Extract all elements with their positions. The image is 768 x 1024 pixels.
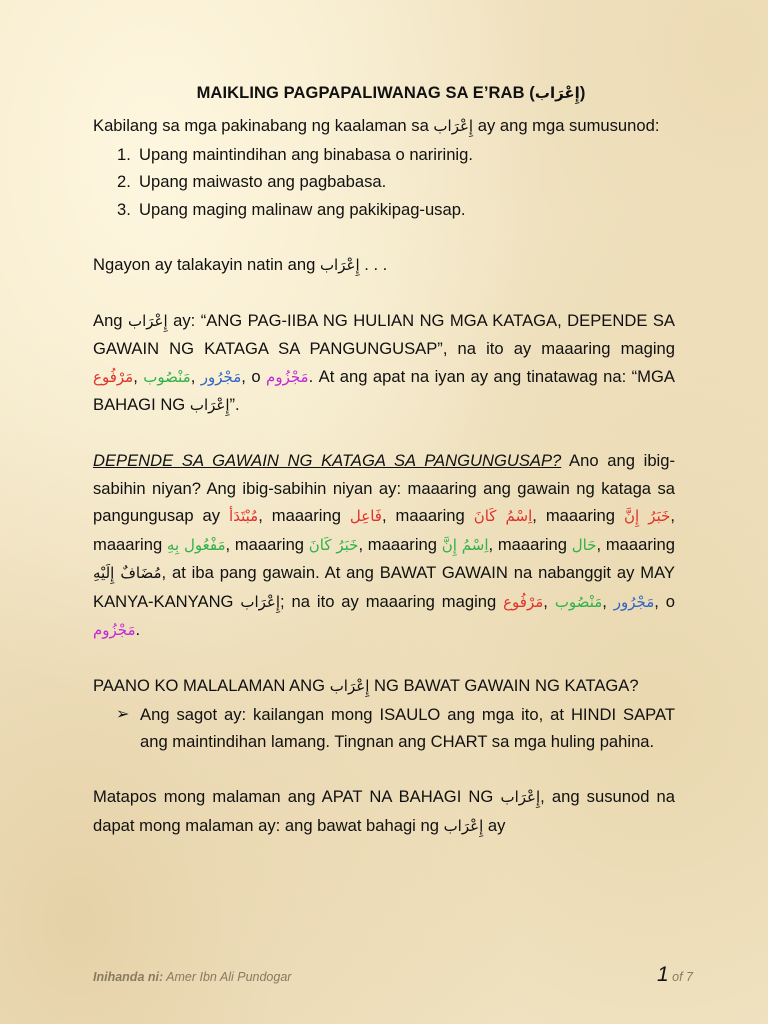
footer-author: Inihanda ni: Amer Ibn Ali Pundogar [93, 970, 292, 984]
irab-term: إِعْرَاب [127, 311, 168, 330]
majrur-term: مَجْرُور [200, 367, 242, 386]
page-title [107, 84, 675, 103]
lead-question: DEPENDE SA GAWAIN NG KATAGA SA PANGUNGUSAP? [93, 451, 562, 470]
mudaf-ilayh-term: مُضَافٌ إِلَيْهِ [93, 564, 162, 582]
arrow-bullet-icon: ➢ [116, 705, 130, 723]
mansub-term: مَنْصُوب [554, 592, 603, 611]
explanation-paragraph: DEPENDE SA GAWAIN NG KATAGA SA PANGUNGUSAP? Ano ang ibig-sabihin niyan? Ang ibig-sabihin niyan ay: maaaring ang gawain ng kataga sa pangungusap ay مُبْتَدَأ, maaaring فَاعِل, maaaring اِسْمُ كَانَ, maaaring خَبَرُ إِنَّ, maaaring مَفْعُول بِهِ, maaaring خَبَرُ كَانَ, maaaring اِسْمُ إِنَّ, maaaring حَال, maaaring مُضَافٌ إِلَيْهِ, at iba pang gawain. At ang BAWAT GAWAIN na nabanggit ay MAY KANYA-KANYANG إِعْرَاب; na ito ay maaaring maging مَرْفُوع, مَنْصُوب, مَجْرُور, o مَجْزُوم. [93, 451, 676, 639]
ism-kana-term: اِسْمُ كَانَ [473, 507, 533, 525]
page-number: 1 of 7 [657, 963, 694, 986]
irab-term: إِعْرَاب [500, 788, 541, 806]
question-paragraph: PAANO KO MALALAMAN ANG إِعْرَاب NG BAWAT GAWAIN NG KATAGA? [93, 676, 639, 695]
irab-term: إِعْرَاب [240, 592, 281, 611]
hal-term: حَال [571, 535, 597, 554]
marfu-term: مَرْفُوع [503, 592, 544, 611]
answer-text: Ang sagot ay: kailangan mong ISAULO ang mga ito, at HINDI SAPAT ang maintindihan lamang. Tingnan ang CHART sa mga huling pahina. [140, 704, 675, 751]
irab-term: إِعْرَاب [319, 255, 360, 274]
definition-paragraph: Ang إِعْرَاب ay: “ANG PAG-IIBA NG HULIAN NG MGA KATAGA, DEPENDE SA GAWAIN NG KATAGA SA PANGUNGUSAP”, na ito ay maaaring maging مَرْفُوع, مَنْصُوب, مَجْرُور, o مَجْزُوم. At ang apat na iyan ay ang tinatawag na: “MGA BAHAGI NG إِعْرَاب”. [93, 310, 675, 414]
title-arabic: إِعْرَاب [534, 84, 580, 102]
irab-term: إِعْرَاب [443, 816, 484, 835]
irab-term: إِعْرَاب [189, 396, 230, 414]
mubtada-term: مُبْتَدَأ [229, 507, 259, 525]
intro-paragraph: Kabilang sa mga pakinabang ng kaalaman sa إِعْرَاب ay ang mga sumusunod: [93, 116, 660, 135]
closing-paragraph: Matapos mong malaman ang APAT NA BAHAGI NG إِعْرَاب, ang susunod na dapat mong malaman ay: ang bawat bahagi ng إِعْرَاب ay [93, 787, 675, 835]
majzum-term: مَجْزُوم [93, 621, 136, 639]
mansub-term: مَنْصُوب [143, 367, 191, 386]
marfu-term: مَرْفُوع [93, 367, 134, 386]
list-item: 2. Upang maiwasto ang pagbabasa. [117, 172, 387, 191]
fail-term: فَاعِل [349, 507, 382, 525]
discuss-paragraph: Ngayon ay talakayin natin ang إِعْرَاب . . . [93, 254, 388, 274]
majzum-term: مَجْزُوم [266, 367, 309, 386]
maful-bih-term: مَفْعُول بِهِ [166, 535, 226, 554]
title-close: ) [579, 84, 586, 102]
answer-bullet [93, 701, 675, 756]
khabar-kana-term: خَبَرُ كَانَ [308, 535, 359, 554]
majrur-term: مَجْرُور [613, 592, 655, 611]
irab-term: إِعْرَاب [433, 117, 474, 135]
irab-term: إِعْرَاب [329, 677, 370, 695]
benefits-list [93, 141, 675, 224]
list-item: 1. Upang maintindihan ang binabasa o naririnig. [117, 144, 473, 164]
document-page [93, 84, 675, 840]
list-item: 3. Upang maging malinaw ang pakikipag-usap. [117, 199, 466, 219]
ism-inna-term: اِسْمُ إِنَّ [441, 535, 489, 554]
title-text: MAIKLING PAGPAPALIWANAG SA E’RAB ( [196, 84, 535, 102]
khabar-inna-term: خَبَرُ إِنَّ [623, 507, 671, 525]
